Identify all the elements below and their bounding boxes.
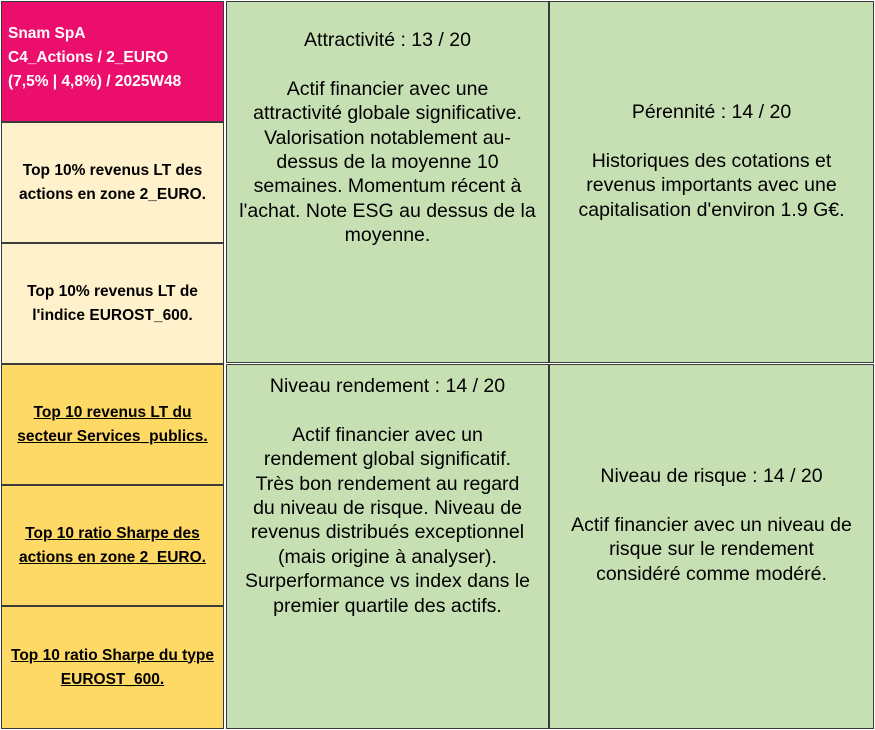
asset-params: (7,5% | 4,8%) / 2025W48 — [8, 73, 182, 90]
rendement-title: Niveau rendement : 14 / 20 — [269, 375, 506, 397]
perennite-title: Pérennité : 14 / 20 — [631, 101, 792, 123]
ranking-label: Top 10% revenus LT de l'indice EUROST_600. — [27, 282, 198, 324]
asset-category: C4_Actions / 2_EURO — [8, 49, 169, 66]
asset-header — [1, 1, 224, 122]
risque-cell — [549, 364, 874, 729]
company-name: Snam SpA — [8, 25, 86, 42]
ranking-label: Top 10% revenus LT des actions en zone 2_EURO. — [19, 161, 206, 203]
attractivite-title: Attractivité : 13 / 20 — [304, 29, 471, 51]
risque-title: Niveau de risque : 14 / 20 — [600, 465, 823, 487]
ranking-cell-2 — [1, 243, 224, 364]
ranking-link[interactable]: Top 10 ratio Sharpe des actions en zone 2_EURO. — [19, 524, 206, 566]
ranking-cell-5[interactable] — [1, 606, 224, 729]
attractivite-text: Actif financier avec une attractivité globale significative. Valorisation notablement au- dessus de la moyenne 10 semaines. Momentum récent à l'achat. Note ESG au dessus de la moyenne. — [239, 77, 536, 247]
ranking-link[interactable]: Top 10 ratio Sharpe du type EUROST_600. — [11, 646, 214, 688]
ranking-link[interactable]: Top 10 revenus LT du secteur Services_publics. — [17, 403, 208, 445]
rendement-cell — [226, 364, 549, 729]
ranking-cell-1 — [1, 122, 224, 243]
perennite-text: Historiques des cotations et revenus importants avec une capitalisation d'environ 1.9 G€. — [578, 149, 845, 221]
rendement-text: Actif financier avec un rendement global significatif. Très bon rendement au regard du niveau de risque. Niveau de revenus distribués exceptionnel (mais origine à analyser). Surperformance vs index dans le premier quartile des actifs. — [244, 423, 531, 617]
risque-text: Actif financier avec un niveau de risque sur le rendement considéré comme modéré. — [571, 513, 852, 585]
attractivite-cell — [226, 1, 549, 363]
ranking-cell-4[interactable] — [1, 485, 224, 606]
ranking-cell-3[interactable] — [1, 364, 224, 485]
perennite-cell — [549, 1, 874, 363]
